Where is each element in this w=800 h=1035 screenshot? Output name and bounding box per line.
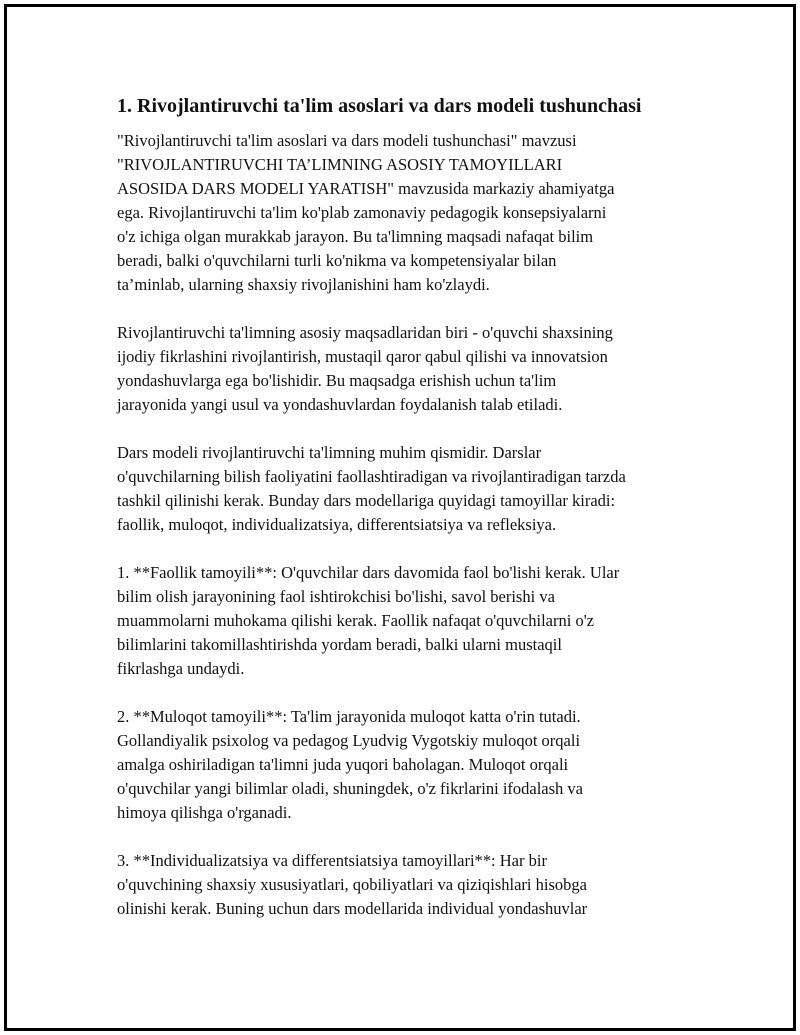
- paragraph-principle-activity: 1. **Faollik tamoyili**: O'quvchilar dars davomida faol bo'lishi kerak. Ular bilim olish jarayonining faol ishtirokchisi bo'lishi, savol berishi va muammolarni muhokama qilishi kerak. Faollik nafaqat o'quvchilarni o'z bilimlarini takomillashtirishda yordam beradi, balki ularni mustaqil fikrlashga undaydi.: [117, 563, 620, 678]
- paragraph-goals: Rivojlantiruvchi ta'limning asosiy maqsadlaridan biri - o'quvchi shaxsining ijodiy fikrlashini rivojlantirish, mustaqil qaror qabul qilishi va innovatsion yondashuvlarga ega bo'lishidir. Bu maqsadga erishish uchun ta'lim jarayonida yangi usul va yondashuvlardan foydalanish talab etiladi.: [117, 323, 613, 414]
- paragraph-principle-communication: 2. **Muloqot tamoyili**: Ta'lim jarayonida muloqot katta o'rin tutadi. Gollandiyalik psixolog va pedagog Lyudvig Vygotskiy muloqot orqali amalga oshiriladigan ta'limni juda yuqori baholagan. Muloqot orqali o'quvchilar yangi bilimlar oladi, shuningdek, o'z fikrlarini ifodalash va himoya qilishga o'rganadi.: [117, 707, 583, 822]
- document-body: [117, 93, 697, 945]
- paragraph-principle-individualization: 3. **Individualizatsiya va differentsiatsiya tamoyillari**: Har bir o'quvchining shaxsiy xususiyatlari, qobiliyatlari va qiziqishlari hisobga olinishi kerak. Buning uchun dars modellarida individual yondashuvlar: [117, 851, 588, 918]
- paragraph-lesson-model: Dars modeli rivojlantiruvchi ta'limning muhim qismidir. Darslar o'quvchilarning bilish faoliyatini faollashtiradigan va rivojlantiradigan tarzda tashkil qilinishi kerak. Bunday dars modellariga quyidagi tamoyillar kiradi: faollik, muloqot, individualizatsiya, differentsiatsiya va refleksiya.: [117, 443, 626, 534]
- section-heading: 1. Rivojlantiruvchi ta'lim asoslari va dars modeli tushunchasi: [117, 95, 642, 117]
- paragraph-intro: "Rivojlantiruvchi ta'lim asoslari va dars modeli tushunchasi" mavzusi "RIVOJLANTIRUVCHI TA’LIMNING ASOSIY TAMOYILLARI ASOSIDA DARS MODELI YARATISH" mavzusida markaziy ahamiyatga ega. Rivojlantiruvchi ta'lim ko'plab zamonaviy pedagogik konsepsiyalarni o'z ichiga olgan murakkab jarayon. Bu ta'limning maqsadi nafaqat bilim beradi, balki o'quvchilarni turli ko'nikma va kompetensiyalar bilan ta’minlab, ularning shaxsiy rivojlanishini ham ko'zlaydi.: [117, 131, 615, 294]
